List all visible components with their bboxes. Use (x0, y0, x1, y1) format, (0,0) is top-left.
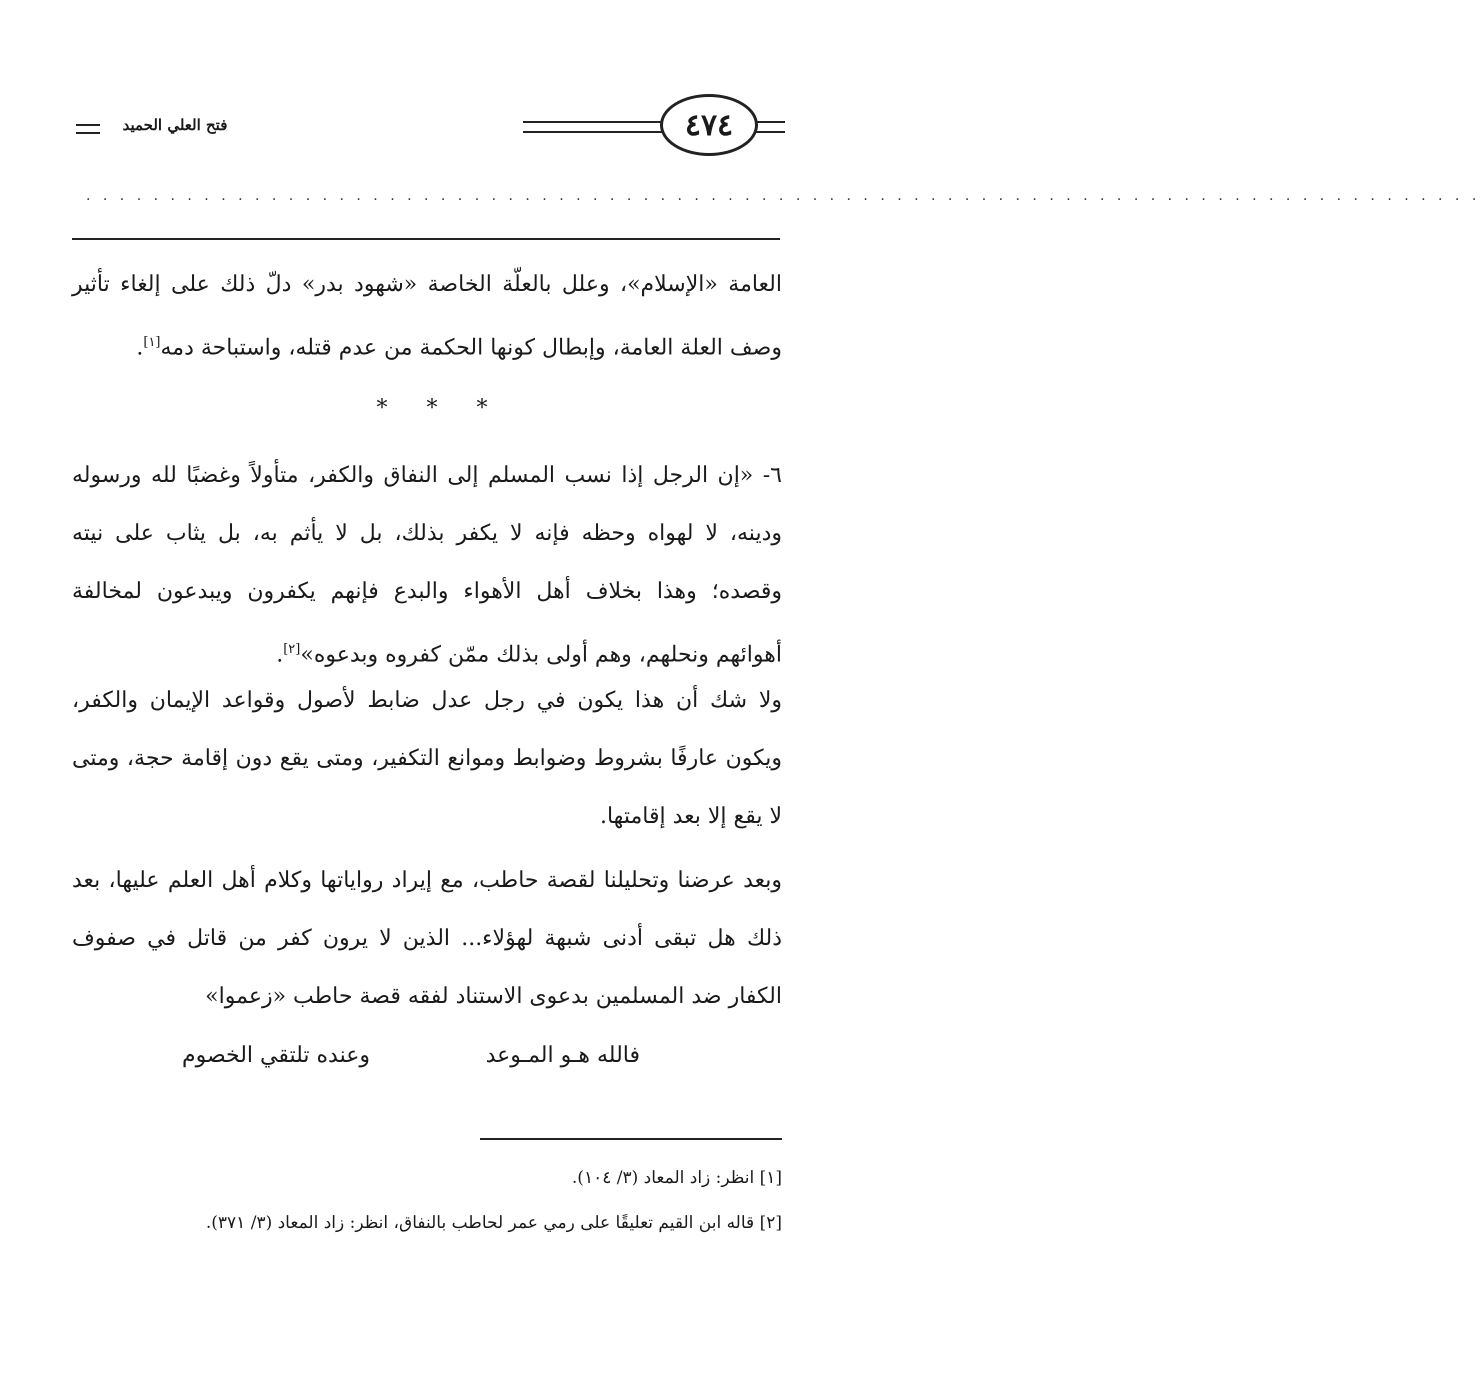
dotted-separator: . . . . . . . . . . . . . . . . . . . . . . . . . . . . . . . . . . . . . . . . . . . . . . . . . . . . . . . . . . . . . . . . . . . . . . . . . . . . . . . . . . . (86, 188, 1480, 204)
paragraph-1 (72, 256, 782, 377)
paragraph-4: وبعد عرضنا وتحليلنا لقصة حاطب، مع إيراد رواياتها وكلام أهل العلم عليها، بعد ذلك هل تبقى أدنى شبهة لهؤلاء... الذين لا يرون كفر من قاتل في صفوف الكفار ضد المسلمين بدعوى الاستناد لفقه قصة حاطب «زعموا» (72, 868, 782, 1009)
header-rule (72, 238, 780, 240)
footnote-1: [١] انظر: زاد المعاد (٣/ ١٠٤). (571, 1168, 782, 1188)
footnote-2: [٢] قاله ابن القيم تعليقًا على رمي عمر لحاطب بالنفاق، انظر: زاد المعاد (٣/ ٣٧١). (205, 1213, 782, 1233)
paragraph-2-text: ٦- «إن الرجل إذا نسب المسلم إلى النفاق والكفر، متأولاً وغضبًا لله ورسوله ودينه، لا لهواه وحظه فإنه لا يكفر بذلك، بل لا يأثم به، بل يثاب على نيته وقصده؛ وهذا بخلاف أهل الأهواء والبدع فإنهم يكفرون ويبدعون لمخالفة أهوائهم ونحلهم، وهم أولى بذلك ممّن كفروه وبدعوه» (72, 463, 782, 668)
footnote-ref-2: [٢] (283, 642, 301, 657)
paragraph-2 (72, 447, 782, 684)
paragraph-2-end: . (276, 642, 284, 668)
footnote-rule (480, 1138, 782, 1140)
verse-first-hemistich: فالله هـو المـوعد (485, 1043, 640, 1068)
paragraph-1-text: العامة «الإسلام»، وعلل بالعلّة الخاصة «شهود بدر» دلّ ذلك على إلغاء تأثير وصف العلة العامة، وإبطال كونها الحكمة من عدم قتله، واستباحة دمه (72, 272, 782, 361)
verse-second-hemistich: وعنده تلتقي الخصوم (181, 1043, 370, 1068)
running-head-title: فتح العلي الحميد (122, 116, 228, 134)
paragraph-1-end: . (136, 335, 144, 361)
paragraph-3: ولا شك أن هذا يكون في رجل عدل ضابط لأصول وقواعد الإيمان والكفر، ويكون عارفًا بشروط وضوابط وموانع التكفير، ومتى يقع دون إقامة حجة، ومتى لا يقع إلا بعد إقامتها. (72, 688, 782, 829)
section-separator-asterisks: * * * (376, 396, 504, 421)
footnote-ref-1: [١] (143, 335, 161, 350)
page-number: ٤٧٤ (660, 94, 758, 156)
header-ornament-left (76, 124, 100, 134)
